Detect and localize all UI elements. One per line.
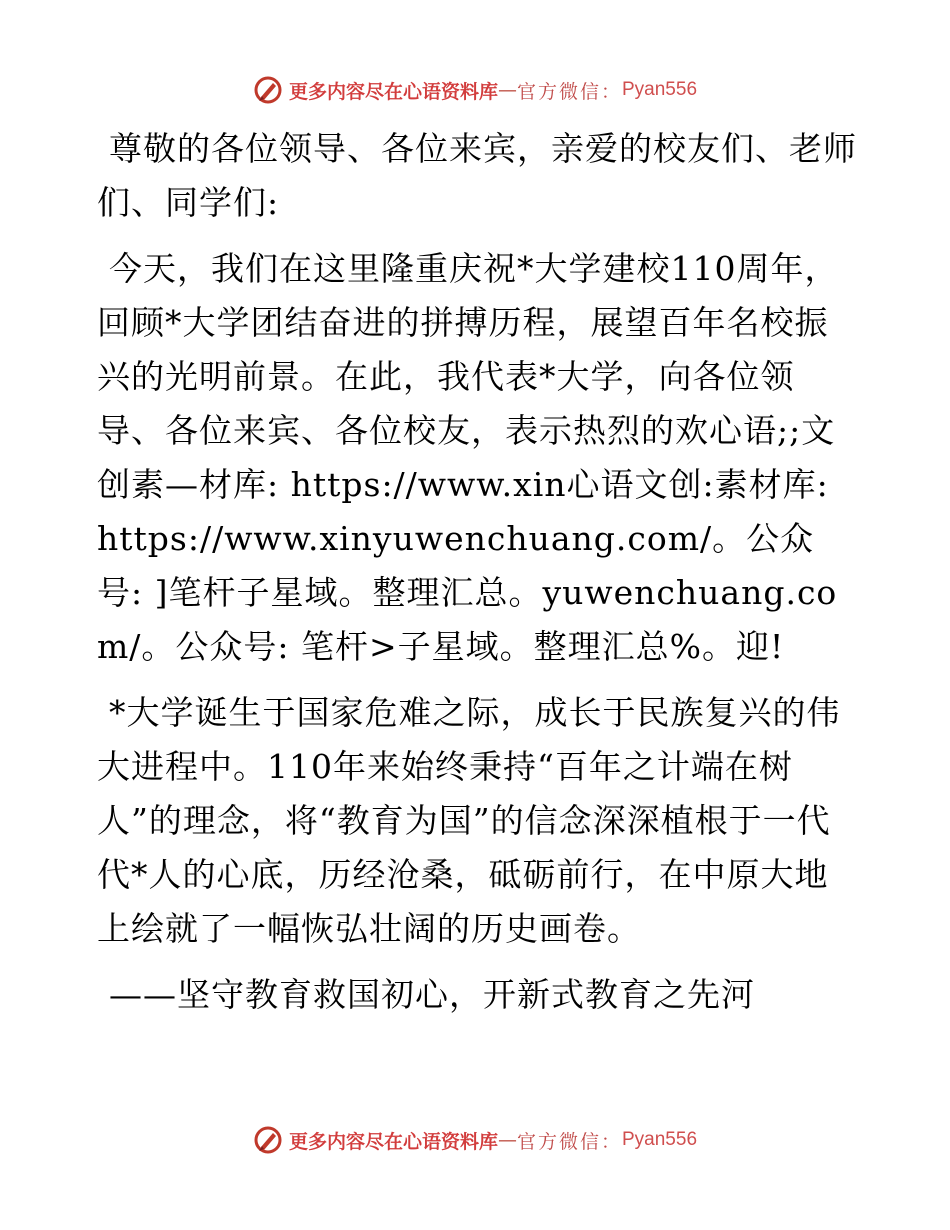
banner-wechat-id: Pyan556 [622,79,698,100]
pen-logo-icon [253,1125,283,1155]
banner-official-text: 官方微信： [516,80,622,103]
banner-dash: — [497,79,517,101]
body-paragraph-2: *大学诞生于国家危难之际，成长于民族复兴的伟大进程中。110年来始终秉持“百年之计端在树人”的理念，将“教育为国”的信念深深植根于一代代*人的心底，历经沧桑，砥砺前行，在中原大地上绘就了一幅恢弘壮阔的历史画卷。 [97,693,841,948]
banner-official-text: 官方微信： [516,1130,622,1153]
banner-wechat-id: Pyan556 [622,1129,698,1150]
footer-watermark-banner [0,1120,950,1160]
pen-logo-icon [253,75,283,105]
section-heading: ——坚守教育救国初心，开新式教育之先河 [109,975,755,1014]
banner-dash: — [497,1129,517,1151]
body-paragraph-1: 今天，我们在这里隆重庆祝*大学建校110周年，回顾*大学团结奋进的拼搏历程，展望百年名校振兴的光明前景。在此，我代表*大学，向各位领导、各位来宾、各位校友，表示热烈的欢心语;;文创素—材库: https://www.xin心语文创:素材库: https://www.xinyuwenchuang.com/。公众号: ]笔杆子星域。整理汇总。yuwenchuang.com/。公众号: 笔杆>子星域。整理汇总%。迎! [97,249,839,666]
header-watermark-banner [0,70,950,110]
document-body [97,122,857,1022]
salutation-paragraph: 尊敬的各位领导、各位来宾，亲爱的校友们、老师们、同学们: [97,129,857,222]
banner-site-text: 更多内容尽在心语资料库 [288,1130,498,1153]
banner-site-text: 更多内容尽在心语资料库 [288,80,498,103]
